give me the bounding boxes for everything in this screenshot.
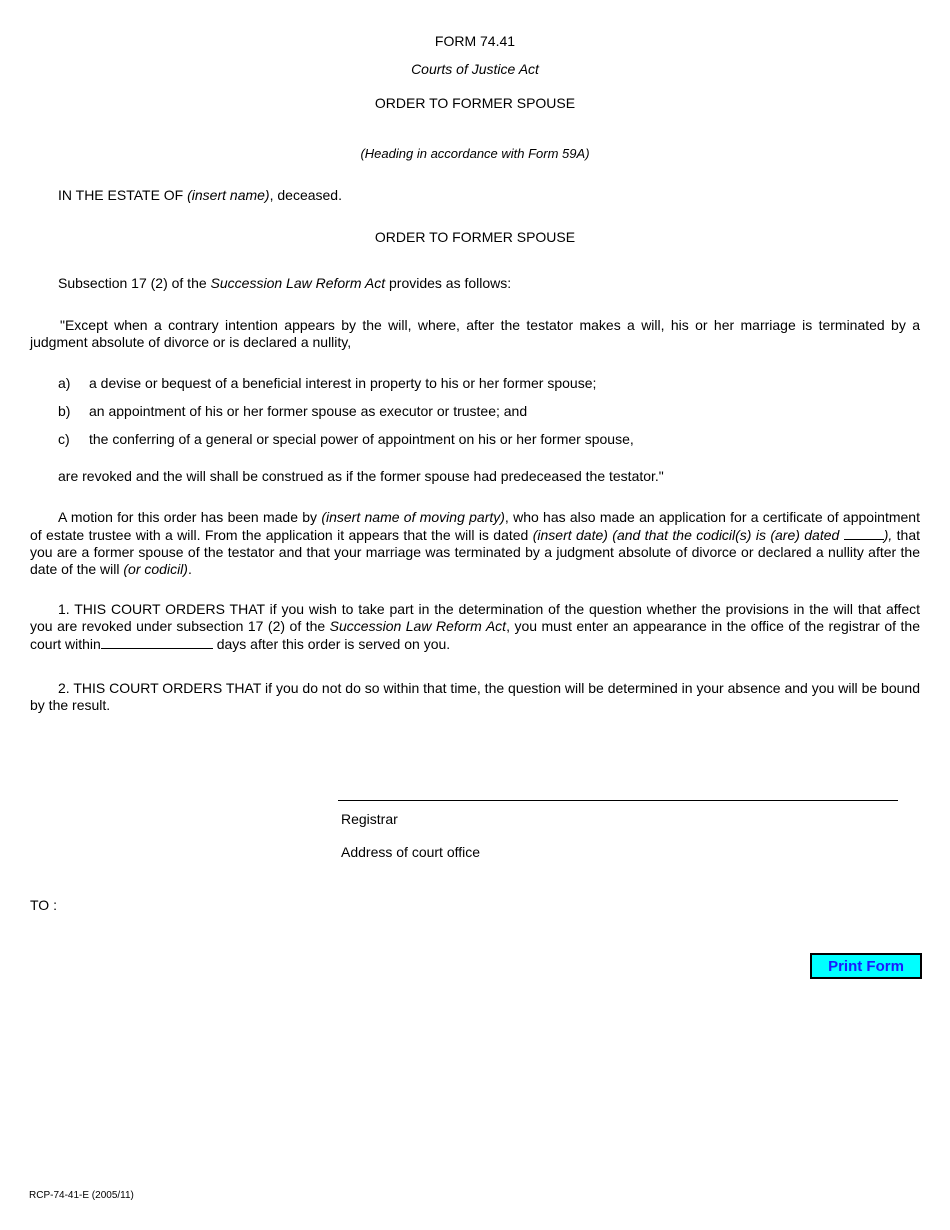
days-blank: [101, 635, 213, 649]
subsection-intro: Subsection 17 (2) of the Succession Law Reform Act provides as follows:: [58, 275, 512, 291]
order-paragraph-1: 1. THIS COURT ORDERS THAT if you wish to take part in the determination of the question whether the provisions in the will that affect you are revoked under subsection 17 (2) of the Succession Law Reform Act, you must enter an appearance in the office of the registrar of the court within days after this order is served on you.: [30, 601, 920, 652]
heading-note: (Heading in accordance with Form 59A): [360, 146, 590, 161]
print-form-button[interactable]: Print Form: [810, 953, 922, 979]
registrar-label: Registrar: [341, 811, 398, 827]
list-item: b) an appointment of his or her former spouse as executor or trustee; and: [58, 403, 528, 419]
estate-name-placeholder: (insert name): [187, 187, 270, 203]
quote-intro: "Except when a contrary intention appears by the will, where, after the testator makes a will, his or her marriage is terminated by a judgment absolute of divorce or is declared a nullity,: [30, 317, 920, 350]
motion-paragraph: A motion for this order has been made by (insert name of moving party), who has also made an application for a certificate of appointment of estate trustee with a will. From the application it appears that the will is dated (insert date) (and that the codicil(s) is (are) dated ), that you are a former spouse of the testator and that your marriage was terminated by a judgment absolute of divorce or declared a nullity after the date of the will (or codicil).: [30, 509, 920, 577]
order-subtitle: ORDER TO FORMER SPOUSE: [374, 229, 576, 245]
order-paragraph-2: 2. THIS COURT ORDERS THAT if you do not do so within that time, the question will be determined in your absence and you will be bound by the result.: [30, 680, 920, 713]
signature-line: [338, 800, 898, 801]
codicil-date-blank: [844, 526, 884, 540]
list-item: a) a devise or bequest of a beneficial interest in property to his or her former spouse;: [58, 375, 597, 391]
quote-end: are revoked and the will shall be construed as if the former spouse had predeceased the testator.": [58, 468, 664, 484]
estate-line: IN THE ESTATE OF (insert name), deceased.: [58, 187, 342, 203]
court-address-label: Address of court office: [341, 844, 481, 860]
form-number: FORM 74.41: [434, 33, 516, 49]
form-title: ORDER TO FORMER SPOUSE: [374, 95, 576, 111]
to-label: TO :: [30, 897, 57, 913]
list-item: c) the conferring of a general or special power of appointment on his or her former spouse,: [58, 431, 634, 447]
form-code-footer: RCP-74-41-E (2005/11): [29, 1190, 134, 1201]
act-name: Courts of Justice Act: [411, 61, 539, 77]
